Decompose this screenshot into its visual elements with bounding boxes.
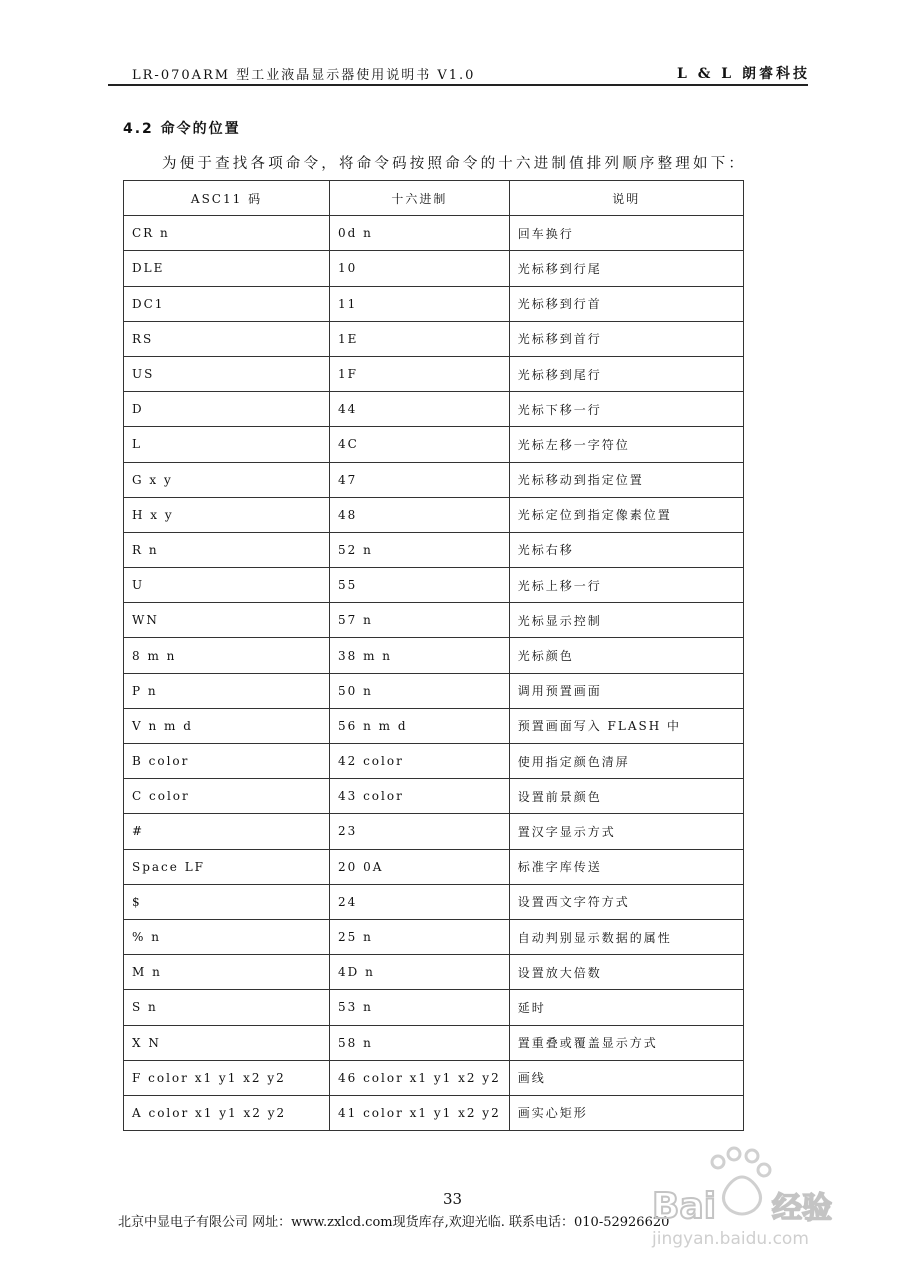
cell-ascii-code: P n (124, 673, 330, 708)
cell-ascii-code: U (124, 568, 330, 603)
cell-description: 置重叠或覆盖显示方式 (509, 1025, 743, 1060)
table-row (124, 884, 744, 919)
cell-ascii-code: B color (124, 744, 330, 779)
cell-ascii-code: RS (124, 321, 330, 356)
cell-ascii-code: C color (124, 779, 330, 814)
cell-ascii-code: G x y (124, 462, 330, 497)
cell-ascii-code: CR n (124, 216, 330, 251)
cell-ascii-code: H x y (124, 497, 330, 532)
cell-description: 置汉字显示方式 (509, 814, 743, 849)
table-row (124, 321, 744, 356)
cell-description: 光标显示控制 (509, 603, 743, 638)
cell-hex-value: 42 color (330, 744, 510, 779)
section-heading: 4.2 命令的位置 (123, 121, 241, 137)
cell-hex-value: 48 (330, 497, 510, 532)
table-row (124, 462, 744, 497)
company-name: L & L 朗睿科技 (677, 66, 810, 82)
header-divider (108, 84, 808, 86)
cell-description: 光标下移一行 (509, 392, 743, 427)
cell-ascii-code: S n (124, 990, 330, 1025)
cell-ascii-code: $ (124, 884, 330, 919)
cell-ascii-code: DC1 (124, 286, 330, 321)
cell-hex-value: 1F (330, 356, 510, 391)
cell-hex-value: 47 (330, 462, 510, 497)
cell-hex-value: 11 (330, 286, 510, 321)
cell-ascii-code: L (124, 427, 330, 462)
table-row (124, 638, 744, 673)
cell-hex-value: 0d n (330, 216, 510, 251)
cell-ascii-code: WN (124, 603, 330, 638)
cell-hex-value: 10 (330, 251, 510, 286)
cell-ascii-code: DLE (124, 251, 330, 286)
cell-ascii-code: V n m d (124, 708, 330, 743)
cell-hex-value: 58 n (330, 1025, 510, 1060)
cell-ascii-code: US (124, 356, 330, 391)
table-row (124, 673, 744, 708)
table-row (124, 251, 744, 286)
table-row (124, 708, 744, 743)
table-row (124, 216, 744, 251)
table-row (124, 568, 744, 603)
cell-ascii-code: M n (124, 955, 330, 990)
table-row (124, 1025, 744, 1060)
cell-hex-value: 53 n (330, 990, 510, 1025)
cell-ascii-code: R n (124, 532, 330, 567)
table-row (124, 392, 744, 427)
cell-ascii-code: % n (124, 919, 330, 954)
cell-hex-value: 25 n (330, 919, 510, 954)
cell-description: 光标左移一字符位 (509, 427, 743, 462)
cell-description: 光标颜色 (509, 638, 743, 673)
document-title: LR-070ARM 型工业液晶显示器使用说明书 V1.0 (132, 68, 476, 83)
command-table (123, 180, 744, 1131)
svg-text:Bai: Bai (652, 1186, 717, 1227)
cell-ascii-code: X N (124, 1025, 330, 1060)
cell-hex-value: 55 (330, 568, 510, 603)
cell-description: 调用预置画面 (509, 673, 743, 708)
baidu-jingyan-watermark (648, 1140, 868, 1270)
table-header-row (124, 181, 744, 216)
table-row (124, 779, 744, 814)
cell-hex-value: 1E (330, 321, 510, 356)
svg-text:经验: 经验 (772, 1191, 832, 1226)
cell-hex-value: 46 color x1 y1 x2 y2 (330, 1060, 510, 1095)
table-row (124, 849, 744, 884)
cell-description: 光标移到尾行 (509, 356, 743, 391)
table-row (124, 497, 744, 532)
cell-description: 光标移到行尾 (509, 251, 743, 286)
cell-hex-value: 52 n (330, 532, 510, 567)
cell-hex-value: 44 (330, 392, 510, 427)
cell-description: 光标移到行首 (509, 286, 743, 321)
table-row (124, 1060, 744, 1095)
cell-description: 预置画面写入 FLASH 中 (509, 708, 743, 743)
page-number: 33 (442, 1190, 463, 1208)
cell-ascii-code: D (124, 392, 330, 427)
table-row (124, 603, 744, 638)
cell-description: 光标移动到指定位置 (509, 462, 743, 497)
cell-hex-value: 4D n (330, 955, 510, 990)
footer-contact: 北京中显电子有限公司 网址：www.zxlcd.com现货库存,欢迎光临. 联系电话：010-52926620 (118, 1215, 670, 1230)
table-row (124, 1095, 744, 1130)
cell-hex-value: 38 m n (330, 638, 510, 673)
table-row (124, 286, 744, 321)
table-row (124, 814, 744, 849)
header-hex-value: 十六进制 (330, 181, 510, 216)
cell-description: 自动判别显示数据的属性 (509, 919, 743, 954)
cell-description: 设置放大倍数 (509, 955, 743, 990)
table-row (124, 955, 744, 990)
header-ascii-code: ASC11 码 (124, 181, 330, 216)
cell-ascii-code: 8 m n (124, 638, 330, 673)
cell-ascii-code: F color x1 y1 x2 y2 (124, 1060, 330, 1095)
cell-hex-value: 24 (330, 884, 510, 919)
intro-paragraph: 为便于查找各项命令，将命令码按照命令的十六进制值排列顺序整理如下： (162, 156, 747, 172)
cell-description: 光标移到首行 (509, 321, 743, 356)
header-description: 说明 (509, 181, 743, 216)
table-row (124, 990, 744, 1025)
table-row (124, 744, 744, 779)
cell-description: 使用指定颜色清屏 (509, 744, 743, 779)
svg-text:jingyan.baidu.com: jingyan.baidu.com (652, 1229, 809, 1249)
cell-ascii-code: Space LF (124, 849, 330, 884)
table-row (124, 356, 744, 391)
table-row (124, 919, 744, 954)
cell-description: 标准字库传送 (509, 849, 743, 884)
table-row (124, 427, 744, 462)
cell-hex-value: 4C (330, 427, 510, 462)
cell-hex-value: 23 (330, 814, 510, 849)
cell-description: 光标右移 (509, 532, 743, 567)
cell-hex-value: 57 n (330, 603, 510, 638)
cell-hex-value: 41 color x1 y1 x2 y2 (330, 1095, 510, 1130)
table-body (124, 216, 744, 1131)
cell-description: 画线 (509, 1060, 743, 1095)
cell-hex-value: 20 0A (330, 849, 510, 884)
cell-hex-value: 50 n (330, 673, 510, 708)
cell-hex-value: 43 color (330, 779, 510, 814)
cell-description: 光标上移一行 (509, 568, 743, 603)
cell-description: 画实心矩形 (509, 1095, 743, 1130)
cell-description: 光标定位到指定像素位置 (509, 497, 743, 532)
cell-hex-value: 56 n m d (330, 708, 510, 743)
cell-description: 设置西文字符方式 (509, 884, 743, 919)
cell-description: 延时 (509, 990, 743, 1025)
cell-description: 设置前景颜色 (509, 779, 743, 814)
cell-description: 回车换行 (509, 216, 743, 251)
table-row (124, 532, 744, 567)
cell-ascii-code: # (124, 814, 330, 849)
cell-ascii-code: A color x1 y1 x2 y2 (124, 1095, 330, 1130)
